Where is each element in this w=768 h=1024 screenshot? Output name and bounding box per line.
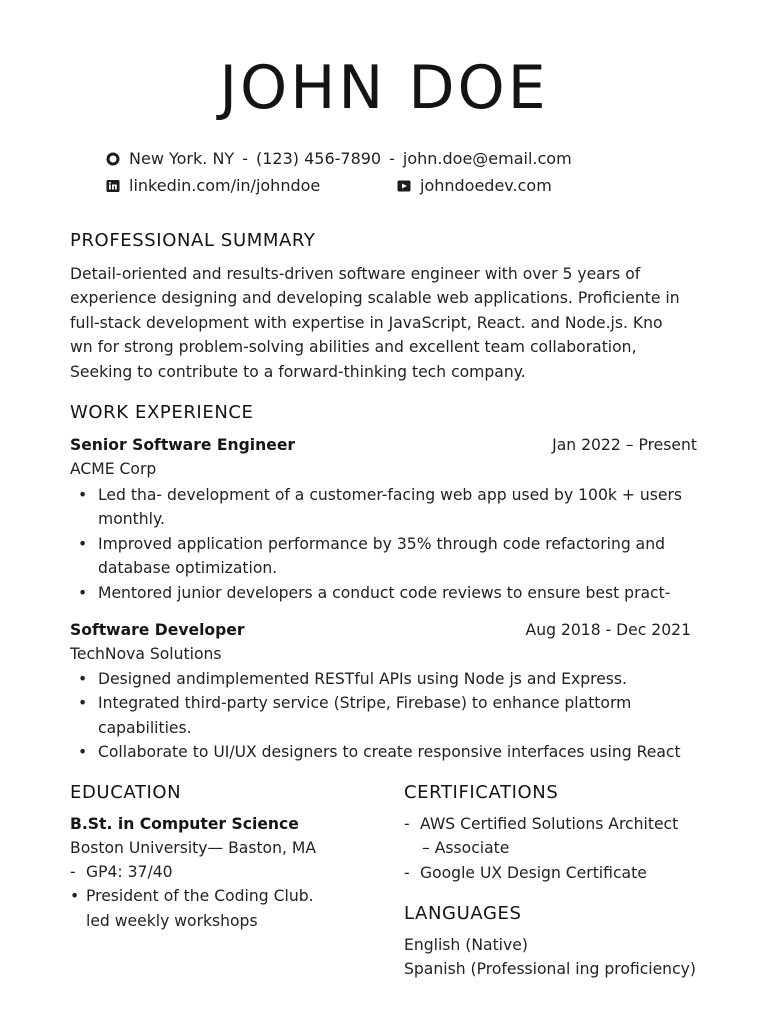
job-dates: Jan 2022 – Present: [552, 436, 697, 454]
bullet-marker: •: [78, 583, 88, 602]
contact-row-secondary: [106, 176, 320, 196]
certification-line: AWS Certified Solutions Architect: [420, 815, 679, 833]
education-school: Boston University— Baston, MA: [70, 839, 317, 857]
professional-summary: [70, 262, 710, 384]
education-details: [70, 860, 314, 933]
summary-line: experience designing and developing scalable web applications. Proficiente in: [70, 289, 680, 308]
bullet-marker: •: [78, 670, 88, 688]
job-bullet: [70, 691, 681, 740]
list-marker: •: [70, 887, 80, 906]
linkedin-text: linkedin.com/in/johndoe: [129, 176, 321, 195]
job-company: TechNova Solutions: [70, 645, 222, 663]
bullet-line: Led tha- development of a customer-facing web app used by 100k + users: [98, 486, 683, 504]
bullet-line: Improved application performance by 35% through code refactoring and: [98, 534, 666, 553]
bullet-marker: •: [78, 534, 88, 553]
section-title-experience: WORK EXPERIENCE: [70, 402, 254, 423]
section-title-languages: LANGUAGES: [404, 903, 522, 924]
detail-line: GP4: 37/40: [86, 863, 173, 881]
summary-line: full-stack development with expertise in JavaScript, React. and Node.js. Kno: [70, 313, 663, 332]
bullet-line: Collaborate to UI/UX designers to create responsive interfaces using React: [98, 743, 681, 762]
website-text: johndoedev.com: [420, 176, 552, 195]
contact-row-website: [397, 176, 552, 196]
job-title: Senior Software Engineer: [70, 436, 296, 454]
bullet-line: capabilities.: [98, 718, 192, 737]
job-bullet: [70, 532, 682, 581]
bullet-line: database optimization.: [98, 559, 278, 578]
section-title-summary: PROFESSIONAL SUMMARY: [70, 230, 316, 251]
job-title: Software Developer: [70, 621, 245, 639]
section-title-certifications: CERTIFICATIONS: [404, 782, 559, 803]
email-text: john.doe@email.com: [402, 149, 572, 168]
language-item: Spanish (Professional ing proficiency): [404, 960, 696, 978]
phone-text: (123) 456-7890: [255, 149, 382, 168]
detail-line: President of the Coding Club.: [86, 887, 314, 906]
job-dates: Aug 2018 - Dec 2021: [525, 621, 691, 639]
job-bullet-list: [70, 667, 681, 765]
education-detail: [70, 884, 314, 933]
candidate-name: JOHN DOE: [219, 53, 549, 123]
bullet-marker: •: [78, 486, 88, 504]
contact-separator: -: [389, 149, 395, 168]
job-company: ACME Corp: [70, 460, 157, 478]
bullet-marker: •: [78, 743, 88, 762]
certification-line: Google UX Design Certificate: [420, 863, 647, 882]
bullet-line: monthly.: [98, 510, 165, 529]
list-marker: -: [70, 863, 76, 881]
contact-row-primary: [106, 149, 572, 169]
bullet-marker: •: [78, 694, 88, 713]
contact-separator: -: [242, 149, 248, 168]
website-icon: [397, 179, 411, 193]
bullet-line: Designed andimplemented RESTful APIs using Node js and Express.: [98, 670, 628, 688]
bullet-line: Integrated third-party service (Stripe, Firebase) to enhance plattorm: [98, 694, 632, 713]
summary-line: Detail-oriented and results-driven software engineer with over 5 years of: [70, 265, 641, 283]
location-text: New York. NY: [129, 149, 235, 168]
job-bullet: [70, 667, 681, 691]
linkedin-icon: [106, 179, 120, 193]
summary-line: Seeking to contribute to a forward-thinking tech company.: [70, 362, 526, 381]
job-bullet-list: [70, 483, 682, 605]
certifications-list: [404, 812, 678, 885]
education-degree: B.St. in Computer Science: [70, 815, 299, 833]
certification-item: [404, 812, 678, 861]
location-pin-icon: [106, 152, 120, 166]
summary-line: wn for strong problem-solving abilities and excellent team collaboration,: [70, 338, 637, 357]
job-bullet: [70, 483, 682, 532]
list-marker: -: [404, 815, 410, 833]
list-marker: -: [404, 863, 410, 882]
bullet-line: Mentored junior developers a conduct code reviews to ensure best pract-: [98, 583, 671, 602]
job-bullet: [70, 740, 681, 764]
job-bullet: [70, 581, 682, 605]
detail-line: led weekly workshops: [86, 911, 258, 930]
education-detail: [70, 860, 314, 884]
section-title-education: EDUCATION: [70, 782, 182, 803]
certification-line: – Associate: [422, 839, 510, 858]
certification-item: [404, 861, 678, 885]
language-item: English (Native): [404, 936, 528, 954]
